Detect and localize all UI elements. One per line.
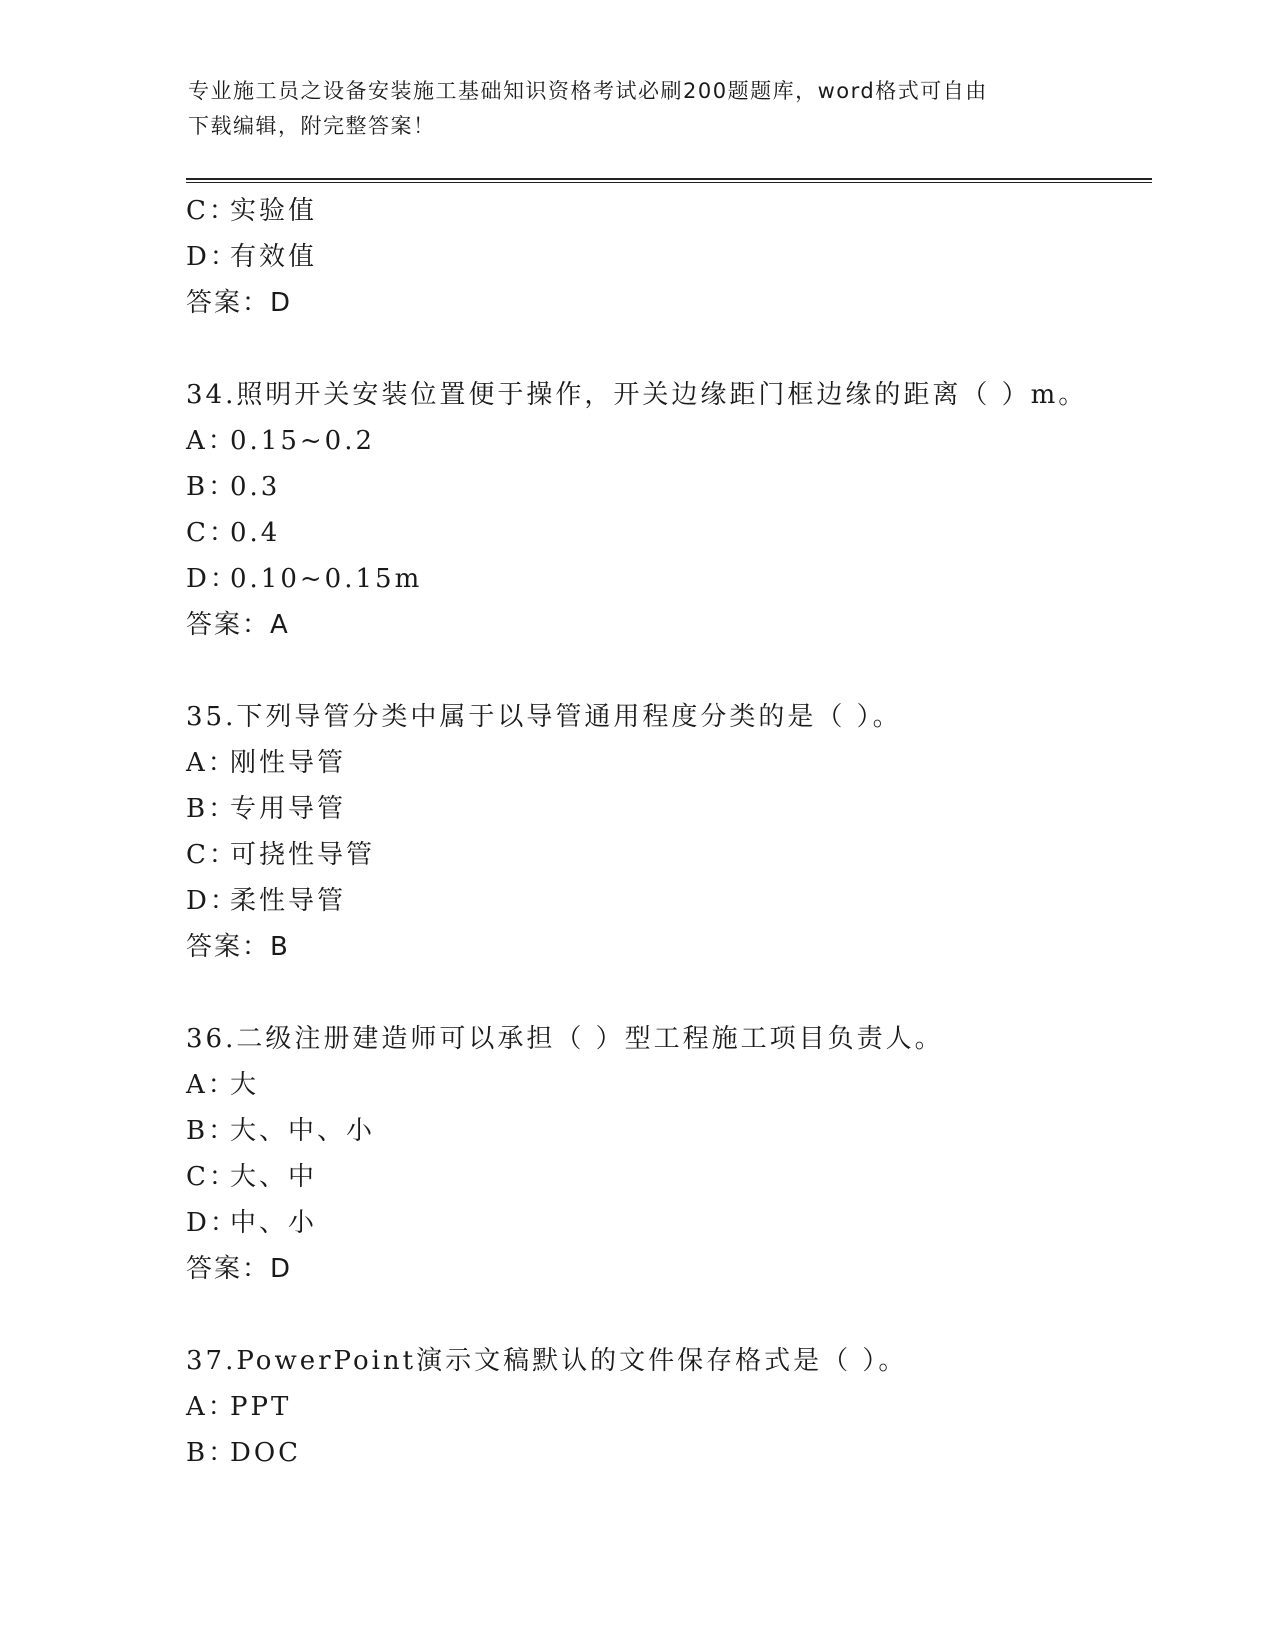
option-key: C： [186,840,238,870]
option-d [186,234,1166,280]
option-d [186,1200,1166,1246]
header-divider [186,178,1152,183]
option-key: A： [186,1070,237,1100]
option-text: 大、中 [230,1162,318,1192]
option-b [186,786,1166,832]
option-key: B： [186,1116,238,1146]
option-a [186,418,1166,464]
option-d [186,878,1166,924]
question-stem-34: 34.照明开关安装位置便于操作，开关边缘距门框边缘的距离（ ）m。 [186,380,1088,410]
option-text: 专用导管 [230,794,347,824]
option-key: D： [186,1208,239,1238]
answer-line: 答案：A [186,610,290,640]
spacer [186,326,1166,372]
option-key: C： [186,518,238,548]
spacer [186,970,1166,1016]
option-key: C： [186,196,238,226]
option-text: 大、中、小 [230,1116,376,1146]
option-b [186,1430,1166,1476]
option-key: A： [186,748,237,778]
option-d [186,556,1166,602]
question-stem-35: 35.下列导管分类中属于以导管通用程度分类的是（ ）。 [186,702,902,732]
option-text: 中、小 [230,1208,318,1238]
option-text: 0.3 [230,472,281,502]
option-text: PPT [230,1392,292,1422]
question-stem-37: 37.PowerPoint演示文稿默认的文件保存格式是（ ）。 [186,1346,908,1376]
option-text: 有效值 [230,242,318,272]
option-key: D： [186,886,239,916]
option-text: 刚性导管 [230,748,347,778]
question-list [186,188,1166,1476]
option-key: D： [186,564,239,594]
option-text: 实验值 [230,196,318,226]
option-c [186,832,1166,878]
option-a [186,740,1166,786]
option-key: A： [186,1392,237,1422]
option-b [186,1108,1166,1154]
option-key: C： [186,1162,238,1192]
answer-line: 答案：D [186,288,293,318]
option-key: B： [186,472,238,502]
question-stem-36: 36.二级注册建造师可以承担（ ）型工程施工项目负责人。 [186,1024,944,1054]
option-key: B： [186,794,238,824]
answer-line: 答案：B [186,932,290,962]
option-text: 可挠性导管 [230,840,376,870]
spacer [186,648,1166,694]
option-text: DOC [230,1438,302,1468]
option-a [186,1384,1166,1430]
option-text: 0.10~0.15m [230,564,423,594]
option-text: 0.15~0.2 [230,426,376,456]
spacer [186,1292,1166,1338]
answer-line: 答案：D [186,1254,293,1284]
document-header [188,74,1088,144]
option-b [186,464,1166,510]
option-a [186,1062,1166,1108]
option-text: 柔性导管 [230,886,347,916]
header-line-2: 下载编辑，附完整答案！ [188,114,436,138]
option-key: D： [186,242,239,272]
option-c [186,510,1166,556]
option-c [186,1154,1166,1200]
option-key: A： [186,426,237,456]
option-text: 0.4 [230,518,281,548]
header-line-1: 专业施工员之设备安装施工基础知识资格考试必刷200题题库，word格式可自由 [188,79,988,103]
option-text: 大 [230,1070,260,1100]
option-key: B： [186,1438,238,1468]
option-c [186,188,1166,234]
